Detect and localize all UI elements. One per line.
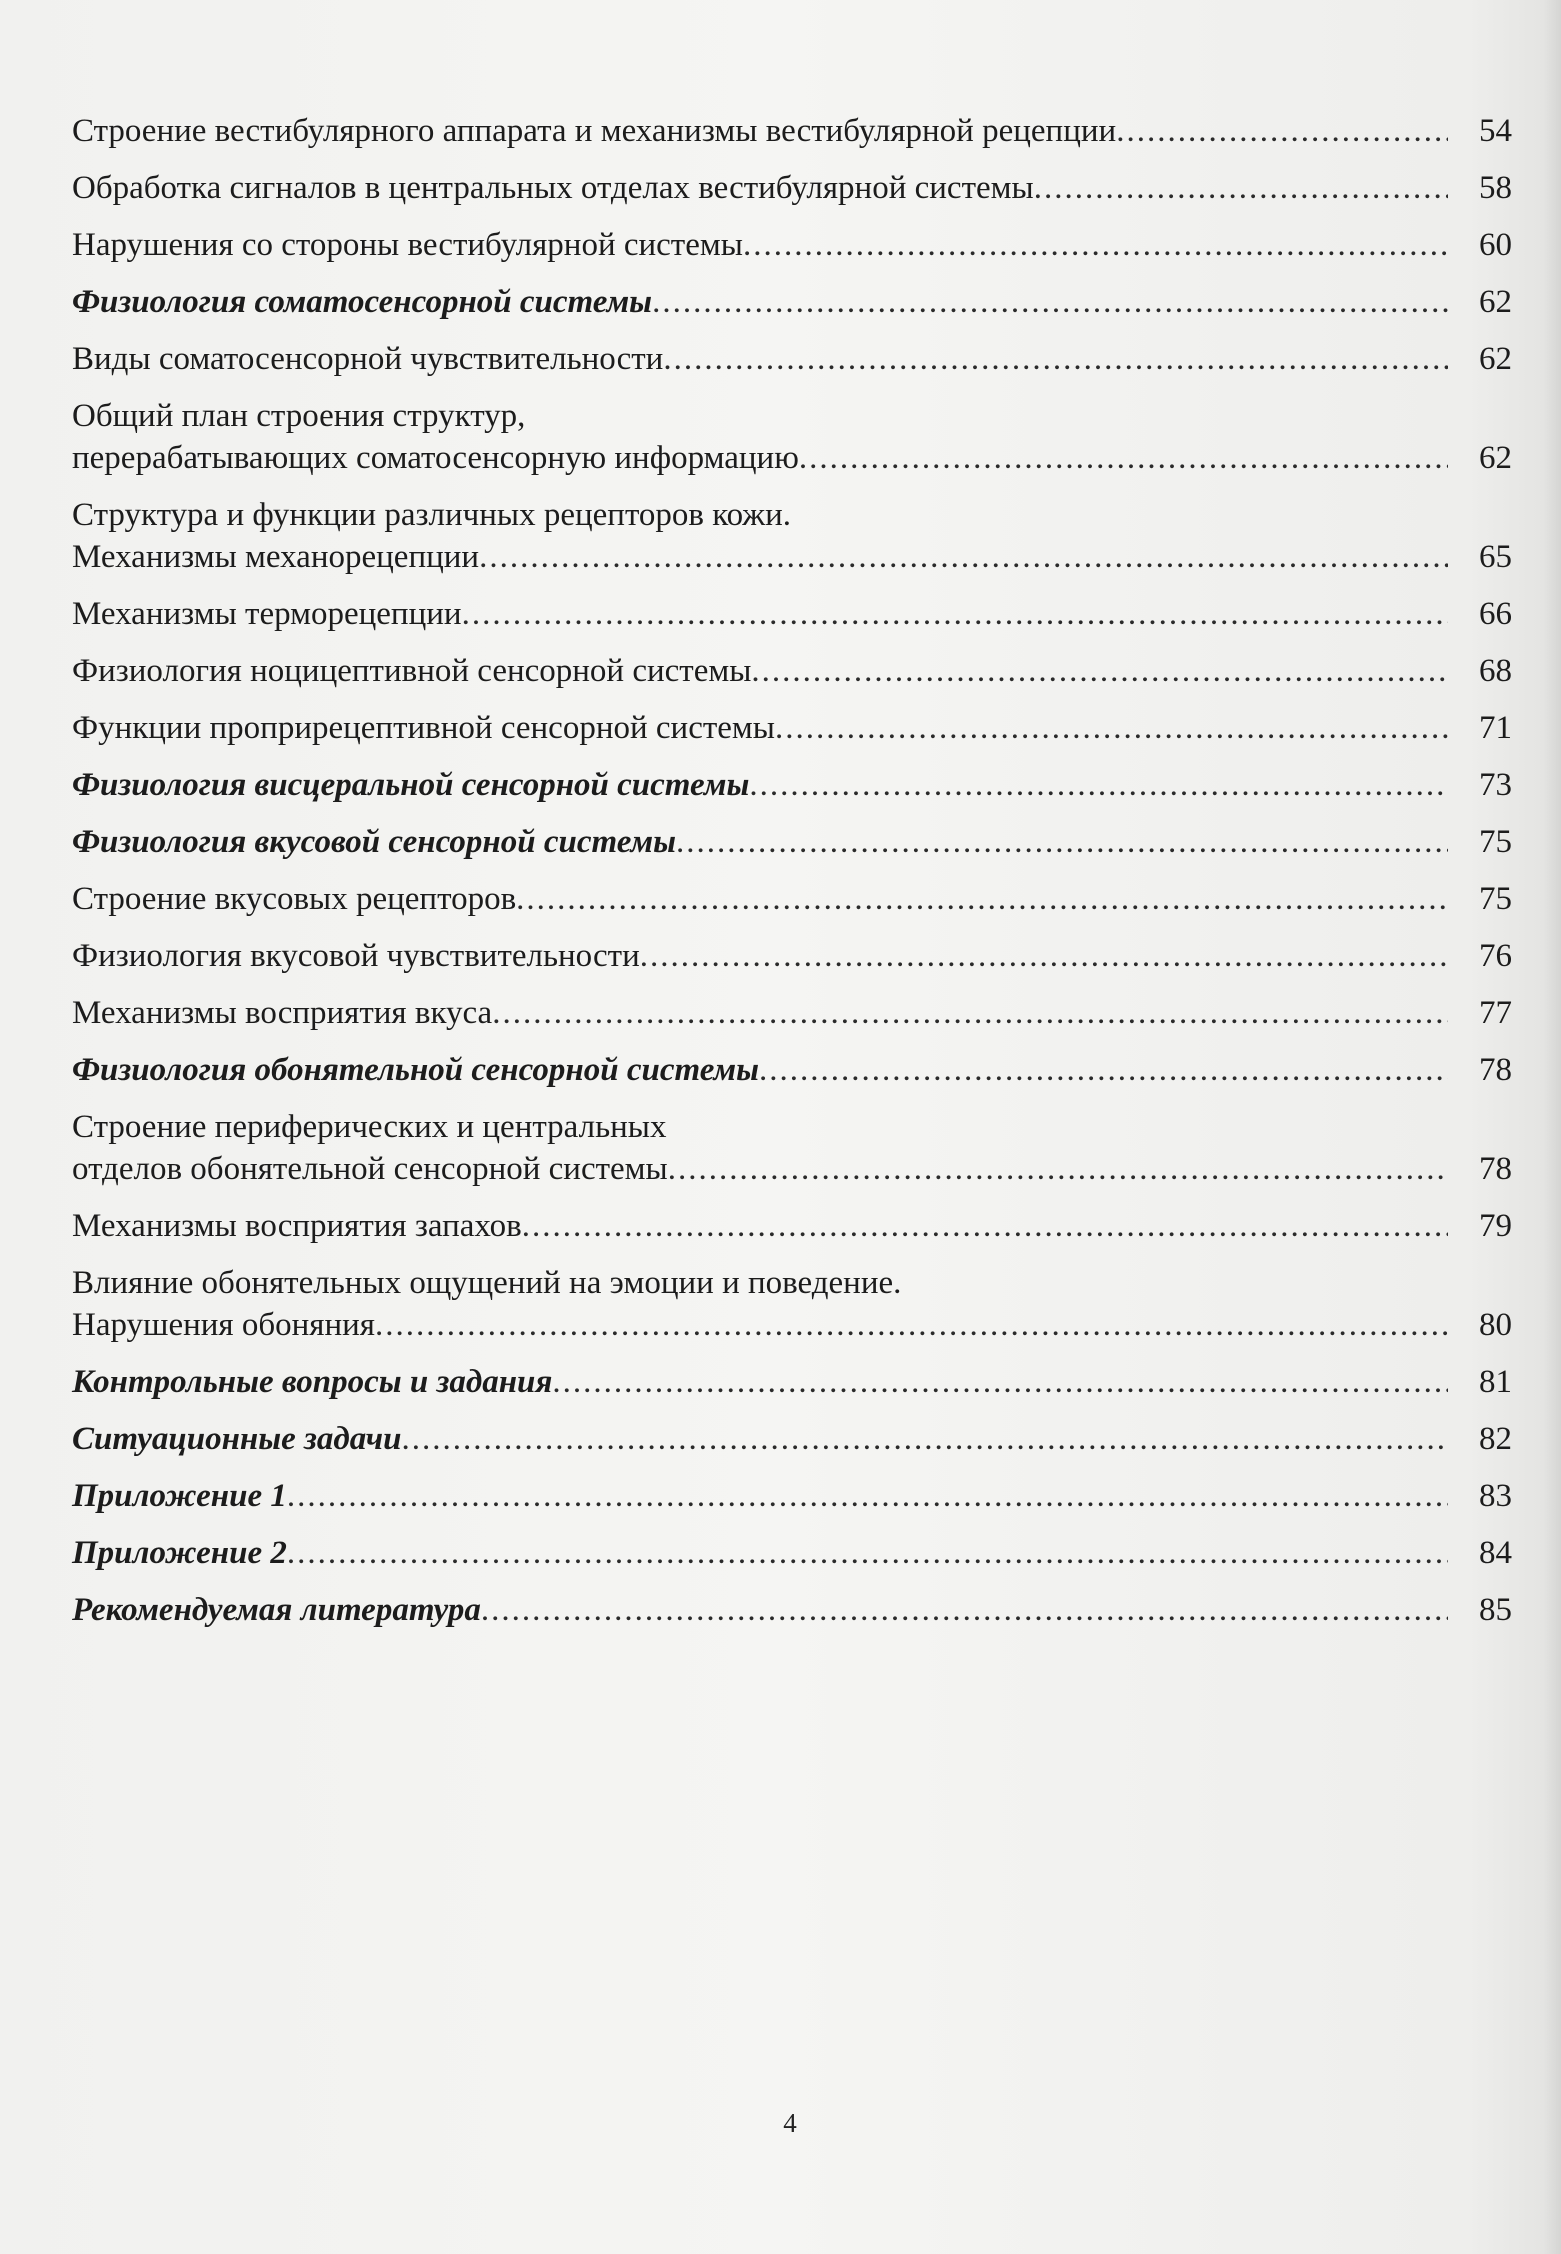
toc-entry-title: отделов обонятельной сенсорной системы [72, 1151, 668, 1187]
toc-row [72, 338, 1512, 380]
toc-row [72, 764, 1512, 806]
toc-section-heading [72, 821, 1512, 863]
toc-section-heading [72, 1532, 1512, 1574]
toc-page-number: 62 [1479, 284, 1512, 320]
toc-page-number: 75 [1479, 824, 1512, 860]
toc-entry-title: Механизмы механорецепции [72, 539, 480, 575]
toc-entry [72, 593, 1512, 635]
dot-leader [799, 437, 1448, 479]
toc-page-number: 83 [1479, 1478, 1512, 1514]
toc-entry [72, 707, 1512, 749]
toc-row [72, 1361, 1512, 1403]
toc-row [72, 593, 1512, 635]
dot-leader [1034, 167, 1448, 209]
dot-leader [375, 1304, 1448, 1346]
toc-entry-first-line: Общий план строения структур, [72, 398, 526, 434]
toc-entry [72, 992, 1512, 1034]
dot-leader [1116, 110, 1448, 152]
toc-heading-title: Приложение 1 [72, 1478, 287, 1514]
toc-page-number: 75 [1479, 881, 1512, 917]
toc-entry [72, 224, 1512, 266]
toc-entry-title: Физиология ноцицептивной сенсорной системы [72, 653, 752, 689]
dot-leader [287, 1532, 1448, 1574]
toc-section-heading [72, 281, 1512, 323]
toc-entry [72, 878, 1512, 920]
toc-heading-title: Рекомендуемая литература [72, 1592, 481, 1628]
toc-page-number: 73 [1479, 767, 1512, 803]
toc-row [72, 1418, 1512, 1460]
toc-heading-title: Ситуационные задачи [72, 1421, 402, 1457]
toc-row [72, 536, 1512, 578]
dot-leader [751, 650, 1448, 692]
toc-entry-title: Строение вестибулярного аппарата и механизмы вестибулярной рецепции [72, 113, 1117, 149]
toc-row [72, 1304, 1512, 1346]
toc-page-number: 54 [1479, 113, 1512, 149]
toc-entry-first-line: Строение периферических и центральных [72, 1109, 667, 1145]
toc-section-heading [72, 1361, 1512, 1403]
toc-entry-title: Функции проприрецептивной сенсорной системы [72, 710, 775, 746]
toc-page-number: 84 [1479, 1535, 1512, 1571]
toc-row [72, 707, 1512, 749]
toc-entry-title: Строение вкусовых рецепторов [72, 881, 517, 917]
toc-entry [72, 650, 1512, 692]
toc-entry [72, 494, 1512, 578]
toc-page-number: 68 [1479, 653, 1512, 689]
toc-entry-title: перерабатывающих соматосенсорную информацию [72, 440, 799, 476]
toc-entry [72, 338, 1512, 380]
toc-row [72, 992, 1512, 1034]
dot-leader [479, 536, 1448, 578]
toc-row [72, 437, 1512, 479]
toc-entry [72, 110, 1512, 152]
table-of-contents [72, 110, 1512, 1646]
toc-heading-title: Контрольные вопросы и задания [72, 1364, 553, 1400]
dot-leader [775, 707, 1448, 749]
toc-entry [72, 1106, 1512, 1190]
toc-page-number: 81 [1479, 1364, 1512, 1400]
toc-page-number: 76 [1479, 938, 1512, 974]
toc-row [72, 281, 1512, 323]
toc-entry [72, 1262, 1512, 1346]
toc-entry-first-line: Влияние обонятельных ощущений на эмоции и поведение. [72, 1265, 902, 1301]
dot-leader [640, 935, 1448, 977]
dot-leader [516, 878, 1448, 920]
toc-entry-title: Механизмы восприятия запахов [72, 1208, 522, 1244]
toc-heading-title: Физиология висцеральной сенсорной системы [72, 767, 750, 803]
toc-page-number: 78 [1479, 1151, 1512, 1187]
toc-section-heading [72, 1049, 1512, 1091]
toc-row [72, 224, 1512, 266]
toc-page-number: 71 [1479, 710, 1512, 746]
toc-row [72, 1205, 1512, 1247]
toc-row [72, 935, 1512, 977]
page-number: 4 [783, 2108, 797, 2138]
toc-section-heading [72, 1589, 1512, 1631]
dot-leader [492, 992, 1448, 1034]
toc-page-number: 65 [1479, 539, 1512, 575]
toc-page-number: 62 [1479, 341, 1512, 377]
toc-heading-title: Физиология обонятельной сенсорной системы [72, 1052, 760, 1088]
dot-leader [652, 281, 1448, 323]
toc-row [72, 1475, 1512, 1517]
dot-leader [668, 1148, 1448, 1190]
toc-entry-title: Виды соматосенсорной чувствительности [72, 341, 664, 377]
toc-entry [72, 1205, 1512, 1247]
toc-page-number: 77 [1479, 995, 1512, 1031]
dot-leader [663, 338, 1448, 380]
dot-leader [676, 821, 1448, 863]
dot-leader [749, 764, 1448, 806]
dot-leader [481, 1589, 1448, 1631]
toc-page-number: 78 [1479, 1052, 1512, 1088]
toc-entry-title: Нарушения со стороны вестибулярной системы [72, 227, 743, 263]
toc-page-number: 79 [1479, 1208, 1512, 1244]
toc-row [72, 1589, 1512, 1631]
toc-entry [72, 935, 1512, 977]
toc-entry-first-line: Структура и функции различных рецепторов кожи. [72, 497, 792, 533]
dot-leader [401, 1418, 1448, 1460]
page-edge-shadow [1543, 0, 1561, 2254]
toc-section-heading [72, 764, 1512, 806]
dot-leader [759, 1049, 1448, 1091]
toc-entry-title: Механизмы терморецепции [72, 596, 462, 632]
toc-section-heading [72, 1475, 1512, 1517]
toc-row [72, 1532, 1512, 1574]
toc-page-number: 80 [1479, 1307, 1512, 1343]
toc-entry-title: Нарушения обоняния [72, 1307, 375, 1343]
toc-page-number: 82 [1479, 1421, 1512, 1457]
dot-leader [462, 593, 1448, 635]
toc-heading-title: Физиология вкусовой сенсорной системы [72, 824, 677, 860]
dot-leader [287, 1475, 1448, 1517]
toc-row [72, 650, 1512, 692]
toc-heading-title: Физиология соматосенсорной системы [72, 284, 653, 320]
toc-row [72, 878, 1512, 920]
toc-row [72, 167, 1512, 209]
toc-page-number: 85 [1479, 1592, 1512, 1628]
dot-leader [552, 1361, 1448, 1403]
toc-row [72, 821, 1512, 863]
toc-page-number: 60 [1479, 227, 1512, 263]
toc-entry [72, 167, 1512, 209]
toc-entry [72, 395, 1512, 479]
toc-row [72, 1049, 1512, 1091]
toc-page-number: 62 [1479, 440, 1512, 476]
dot-leader [743, 224, 1448, 266]
dot-leader [522, 1205, 1448, 1247]
toc-entry-title: Обработка сигналов в центральных отделах вестибулярной системы [72, 170, 1034, 206]
toc-page-number: 66 [1479, 596, 1512, 632]
toc-section-heading [72, 1418, 1512, 1460]
toc-row [72, 1148, 1512, 1190]
toc-heading-title: Приложение 2 [72, 1535, 287, 1571]
toc-row [72, 110, 1512, 152]
toc-page-number: 58 [1479, 170, 1512, 206]
toc-entry-title: Механизмы восприятия вкуса [72, 995, 493, 1031]
toc-entry-title: Физиология вкусовой чувствительности [72, 938, 640, 974]
